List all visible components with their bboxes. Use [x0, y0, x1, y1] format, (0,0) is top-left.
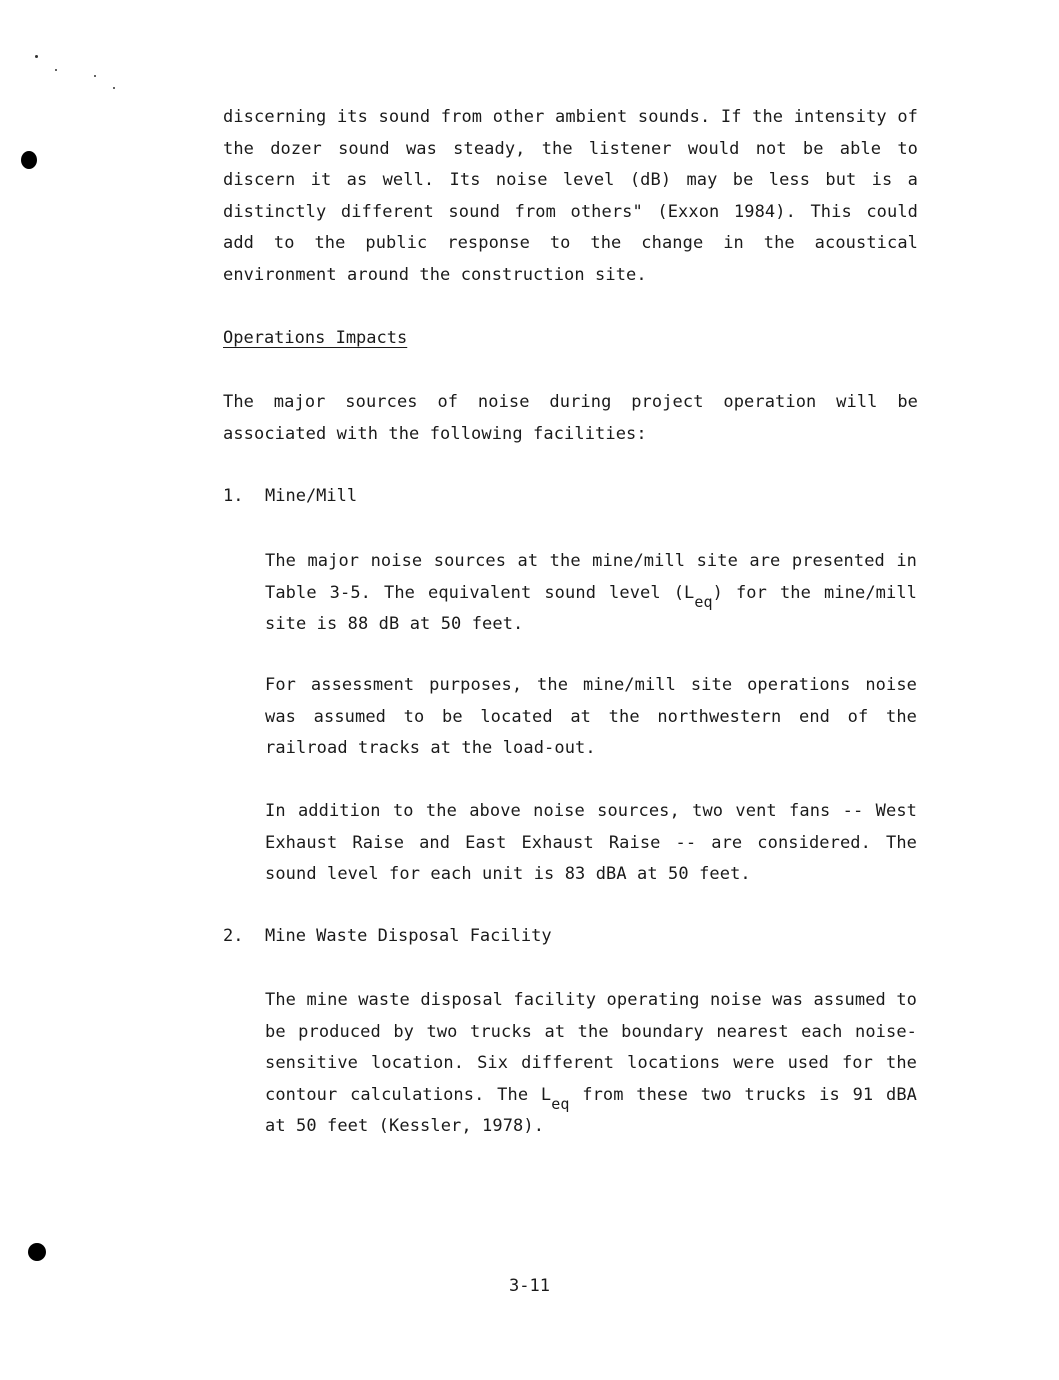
punch-hole-bottom — [28, 1243, 46, 1261]
section-heading: Operations Impacts — [223, 328, 408, 348]
section-intro-paragraph: The major sources of noise during project operation will be associated with the following facilities: — [223, 392, 918, 444]
mine-mill-paragraph-3: In addition to the above noise sources, two vent fans -- West Exhaust Raise and East Exhaust Raise -- are considered. The sound level for each unit is 83 dBA at 50 feet. — [265, 801, 917, 884]
mine-mill-paragraph-1: The major noise sources at the mine/mill site are presented in Table 3-5. The equivalent sound level $(L_{eq})$ for the mine/mill site is 88 dB at 50 feet. — [265, 551, 917, 634]
punch-hole-top — [21, 151, 37, 169]
waste-disposal-paragraph: The mine waste disposal facility operating noise was assumed to be produced by two trucks at the boundary nearest each noise-sensitive location. Six different locations were used for the contour calculations. The $L_{eq}$ from these two trucks is 91 dBA at 50 feet (Kessler, 1978). — [265, 990, 917, 1136]
mine-mill-paragraph-2: For assessment purposes, the mine/mill site operations noise was assumed to be located at the northwestern end of the railroad tracks at the load-out. — [265, 675, 917, 758]
item-title: Mine/Mill — [265, 486, 358, 506]
page-number: 3-11 — [509, 1276, 550, 1296]
scan-speck — [35, 55, 38, 58]
item-number: 2. — [223, 926, 244, 946]
intro-paragraph: discerning its sound from other ambient sounds. If the intensity of the dozer sound was steady, the listener would not be able to discern it as well. Its noise level (dB) may be less but is a distinctly different sound from others" (Exxon 1984). This could add to the public response to the change in the acoustical environment around the construction site. — [223, 107, 918, 285]
scan-speck — [113, 87, 115, 89]
scan-speck — [94, 75, 96, 77]
scan-speck — [55, 69, 57, 71]
item-title: Mine Waste Disposal Facility — [265, 926, 552, 946]
item-number: 1. — [223, 486, 244, 506]
